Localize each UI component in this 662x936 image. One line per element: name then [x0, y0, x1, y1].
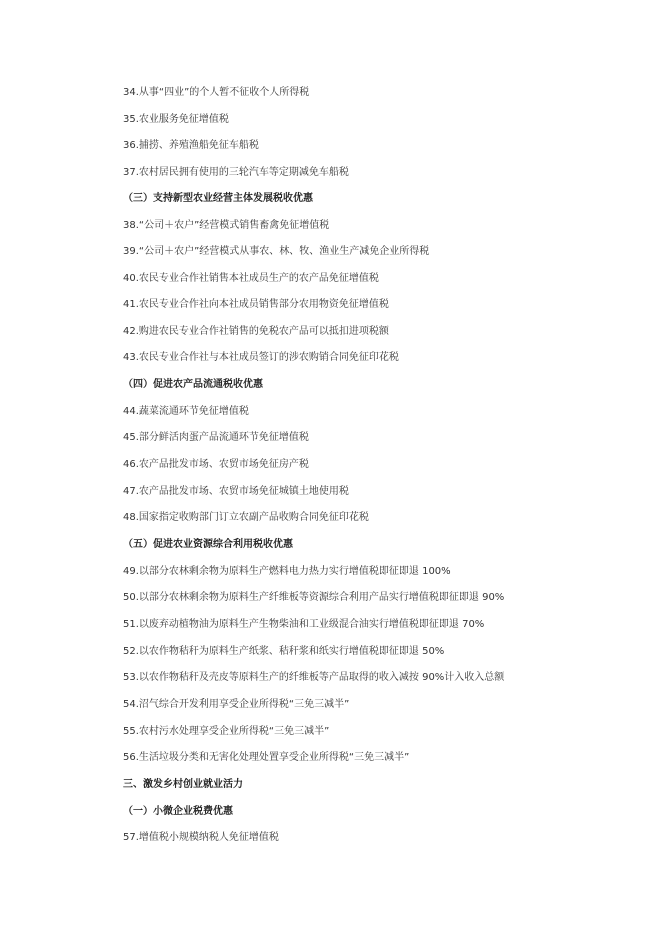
text-line: 57.增值税小规模纳税人免征增值税	[123, 832, 279, 843]
text-line: 56.生活垃圾分类和无害化处理处置享受企业所得税“三免三减半”	[123, 752, 410, 763]
text-line: 35.农业服务免征增值税	[123, 114, 229, 125]
text-line: 55.农村污水处理享受企业所得税“三免三减半”	[123, 726, 330, 737]
text-line: 54.沼气综合开发利用享受企业所得税“三免三减半”	[123, 699, 350, 710]
text-line: 34.从事“四业”的个人暂不征收个人所得税	[123, 87, 310, 98]
text-line: 47.农产品批发市场、农贸市场免征城镇土地使用税	[123, 486, 349, 497]
text-line: 36.捕捞、养殖渔船免征车船税	[123, 140, 259, 151]
text-line: 49.以部分农林剩余物为原料生产燃料电力热力实行增值税即征即退 100%	[123, 566, 451, 577]
text-line: 42.购进农民专业合作社销售的免税农产品可以抵扣进项税额	[123, 326, 389, 337]
text-line: 37.农村居民拥有使用的三轮汽车等定期减免车船税	[123, 167, 349, 178]
text-line: 38.“公司＋农户”经营模式销售畜禽免征增值税	[123, 220, 330, 231]
text-line: 45.部分鲜活肉蛋产品流通环节免征增值税	[123, 432, 309, 443]
text-line: 50.以部分农林剩余物为原料生产纤维板等资源综合利用产品实行增值税即征即退 90%	[123, 592, 505, 603]
text-line: 46.农产品批发市场、农贸市场免征房产税	[123, 459, 309, 470]
text-line: 41.农民专业合作社向本社成员销售部分农用物资免征增值税	[123, 299, 389, 310]
text-line: 43.农民专业合作社与本社成员签订的涉农购销合同免征印花税	[123, 352, 399, 363]
text-line: 44.蔬菜流通环节免征增值税	[123, 406, 249, 417]
section-heading: （五）促进农业资源综合利用税收优惠	[123, 539, 293, 550]
text-line: 40.农民专业合作社销售本社成员生产的农产品免征增值税	[123, 273, 379, 284]
section-heading: （一）小微企业税费优惠	[123, 806, 233, 817]
section-heading: （三）支持新型农业经营主体发展税收优惠	[123, 193, 313, 204]
chapter-heading: 三、激发乡村创业就业活力	[123, 779, 243, 790]
text-line: 53.以农作物秸秆及壳皮等原料生产的纤维板等产品取得的收入减按 90%计入收入总额	[123, 672, 505, 683]
text-line: 51.以废弃动植物油为原料生产生物柴油和工业级混合油实行增值税即征即退 70%	[123, 619, 485, 630]
section-heading: （四）促进农产品流通税收优惠	[123, 379, 263, 390]
text-line: 39.“公司＋农户”经营模式从事农、林、牧、渔业生产减免企业所得税	[123, 246, 430, 257]
text-line: 48.国家指定收购部门订立农副产品收购合同免征印花税	[123, 512, 369, 523]
text-line: 52.以农作物秸秆为原料生产纸浆、秸秆浆和纸实行增值税即征即退 50%	[123, 646, 445, 657]
